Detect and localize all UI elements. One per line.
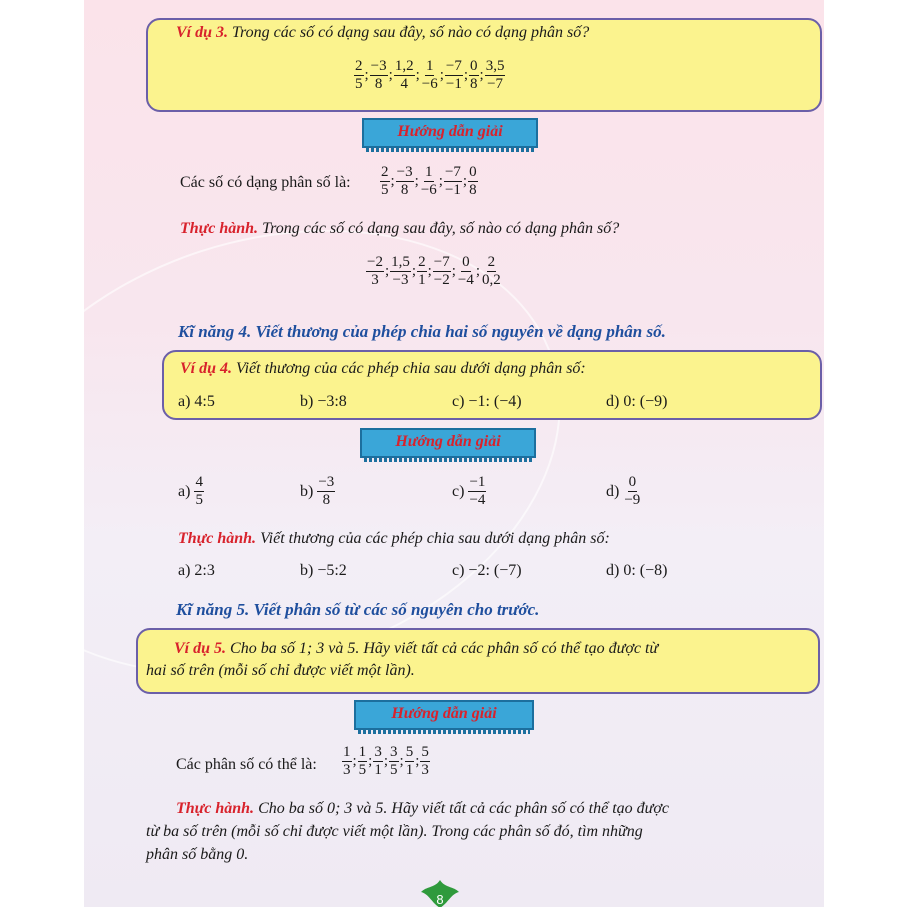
example-4-item-b: b) −3:8	[300, 393, 347, 410]
numerator: −7	[444, 164, 461, 180]
practice-4-question	[178, 530, 610, 548]
solution-banner-2: Hướng dẫn giải	[360, 428, 536, 458]
numerator: 5	[421, 744, 429, 760]
denominator: 0,2	[482, 272, 501, 288]
fraction-separator: ;	[364, 67, 369, 83]
numerator: 0	[469, 164, 477, 180]
example-4-item-c: c) −1: (−4)	[452, 393, 522, 410]
fraction-separator: ;	[462, 173, 468, 189]
example-3-fractions	[354, 58, 505, 93]
fraction-separator: ;	[390, 173, 395, 189]
example-5-line-1: Ví dụ 5. Cho ba số 1; 3 và 5. Hãy viết tất cả các phân số có thể tạo được từ	[174, 640, 659, 657]
fraction	[380, 164, 390, 199]
fraction	[421, 58, 439, 93]
numerator: 2	[355, 58, 363, 74]
fraction	[405, 744, 415, 779]
denominator: −1	[444, 182, 461, 198]
solution-banner-1: Hướng dẫn giải	[362, 118, 538, 148]
fraction-separator: ;	[427, 263, 432, 279]
practice-5-label: Thực hành.	[176, 800, 255, 817]
denominator: 1	[405, 762, 414, 778]
denominator: −6	[420, 182, 437, 198]
denominator: −1	[445, 76, 462, 92]
fraction	[433, 254, 451, 289]
denominator: −3	[392, 272, 409, 288]
denominator: 3	[371, 272, 379, 288]
solution-5-fractions	[342, 744, 430, 779]
fraction	[481, 254, 502, 289]
textbook-page	[84, 0, 824, 907]
fraction	[420, 164, 438, 199]
solution-3-fractions	[380, 164, 478, 199]
practice-5-line-3: phân số bằng 0.	[146, 846, 249, 863]
fraction	[396, 164, 414, 199]
fraction-separator: ;	[451, 263, 456, 279]
example-3-question	[176, 24, 589, 42]
fraction-separator: ;	[475, 263, 481, 279]
practice-5-line-1: Thực hành. Cho ba số 0; 3 và 5. Hãy viết tất cả các phân số có thể tạo được	[176, 800, 670, 817]
denominator: 5	[390, 762, 398, 778]
fraction-separator: ;	[411, 263, 417, 279]
practice-4-text: Viết thương của các phép chia sau dưới dạng phân số:	[260, 530, 610, 547]
example-4-text: Viết thương của các phép chia sau dưới dạng phân số:	[236, 360, 586, 377]
example-5-label: Ví dụ 5.	[174, 640, 227, 657]
denominator: 5	[381, 182, 389, 198]
fraction-separator: ;	[399, 753, 404, 769]
numerator: 3	[390, 744, 398, 760]
example-4-item-a: a) 4:5	[178, 393, 215, 410]
denominator: 1	[374, 762, 382, 778]
example-5-box	[136, 628, 820, 694]
fraction-separator: ;	[415, 67, 420, 83]
denominator: 5	[355, 76, 363, 92]
fraction	[354, 58, 364, 93]
fraction	[366, 254, 384, 289]
denominator: −4	[457, 272, 474, 288]
numerator: 1	[343, 744, 351, 760]
practice-3-text: Trong các số có dạng sau đây, số nào có dạng phân số?	[262, 220, 620, 237]
fraction-separator: ;	[438, 173, 443, 189]
denominator: 8	[374, 76, 383, 92]
fraction	[444, 164, 462, 199]
numerator: −2	[367, 254, 383, 270]
fraction-separator: ;	[384, 263, 390, 279]
numerator: 1	[358, 744, 367, 760]
fraction	[445, 58, 463, 93]
fraction	[457, 254, 475, 289]
practice-3-label: Thực hành.	[180, 220, 259, 237]
solution-4-d: d) 0 −9	[606, 474, 641, 508]
fraction-separator: ;	[415, 753, 420, 769]
denominator: 3	[421, 762, 429, 778]
denominator: 4	[400, 76, 408, 92]
example-4-item-d: d) 0: (−9)	[606, 393, 668, 410]
practice-4-item-a: a) 2:3	[178, 562, 215, 579]
solution-4-b: b) −3 8	[300, 474, 335, 508]
fraction	[394, 58, 415, 93]
practice-3-fractions	[366, 254, 502, 289]
numerator: 2	[418, 254, 426, 270]
example-3-text: Trong các số có dạng sau đây, số nào có dạng phân số?	[232, 24, 590, 41]
denominator: 8	[470, 76, 478, 92]
numerator: 3,5	[485, 58, 505, 74]
practice-4-label: Thực hành.	[178, 530, 257, 547]
denominator: −7	[487, 76, 504, 92]
fraction-separator: ;	[388, 67, 393, 83]
denominator: 5	[358, 762, 367, 778]
denominator: 8	[400, 182, 409, 198]
fraction	[342, 744, 352, 779]
numerator: −3	[370, 58, 387, 74]
fraction	[358, 744, 368, 779]
solution-5-text: Các phân số có thể là:	[176, 756, 317, 773]
solution-4-a: a) 4 5	[178, 474, 203, 508]
numerator: 5	[405, 744, 414, 760]
skill-4-heading: Kĩ năng 4. Viết thương của phép chia hai số nguyên về dạng phân số.	[178, 322, 666, 341]
fraction	[469, 58, 479, 93]
example-5-line-2: hai số trên (mỗi số chỉ được viết một lần).	[146, 662, 415, 679]
fraction-separator: ;	[352, 753, 357, 769]
fraction	[373, 744, 383, 779]
numerator: 0	[462, 254, 470, 270]
denominator: 3	[343, 762, 351, 778]
practice-5-line-2: từ ba số trên (mỗi số chỉ được viết một lần). Trong các phân số đó, tìm những	[146, 823, 643, 840]
numerator: 1	[425, 164, 433, 180]
practice-4-item-b: b) −5:2	[300, 562, 347, 579]
fraction-separator: ;	[439, 67, 444, 83]
numerator: 1,5	[391, 254, 410, 270]
practice-3-question	[180, 220, 619, 238]
denominator: −2	[433, 272, 450, 288]
fraction	[389, 744, 399, 779]
numerator: −7	[445, 58, 462, 74]
numerator: −7	[433, 254, 450, 270]
page-number: 8	[436, 892, 444, 907]
fraction-separator: ;	[463, 67, 469, 83]
fraction	[370, 58, 388, 93]
example-4-question	[180, 360, 586, 378]
denominator: 1	[418, 272, 426, 288]
solution-4-c: c) −1 −4	[452, 474, 486, 508]
denominator: −6	[421, 76, 438, 92]
numerator: 2	[487, 254, 496, 270]
fraction	[485, 58, 506, 93]
denominator: 8	[469, 182, 477, 198]
fraction-separator: ;	[479, 67, 484, 83]
example-4-label: Ví dụ 4.	[180, 360, 233, 377]
fraction	[390, 254, 411, 289]
numerator: 0	[470, 58, 478, 74]
example-3-label: Ví dụ 3.	[176, 24, 229, 41]
practice-4-item-d: d) 0: (−8)	[606, 562, 668, 579]
skill-5-heading: Kĩ năng 5. Viết phân số từ các số nguyên cho trước.	[176, 600, 540, 619]
fraction-separator: ;	[414, 173, 419, 189]
solution-3-text: Các số có dạng phân số là:	[180, 174, 351, 191]
fraction-separator: ;	[368, 753, 373, 769]
numerator: 1	[425, 58, 434, 74]
fraction-separator: ;	[383, 753, 389, 769]
numerator: 1,2	[394, 58, 414, 74]
fraction	[468, 164, 478, 199]
fraction	[417, 254, 427, 289]
numerator: −3	[396, 164, 413, 180]
practice-4-item-c: c) −2: (−7)	[452, 562, 522, 579]
numerator: 3	[374, 744, 382, 760]
numerator: 2	[381, 164, 389, 180]
solution-banner-3: Hướng dẫn giải	[354, 700, 534, 730]
fraction	[420, 744, 430, 779]
page-number-badge	[419, 878, 461, 907]
